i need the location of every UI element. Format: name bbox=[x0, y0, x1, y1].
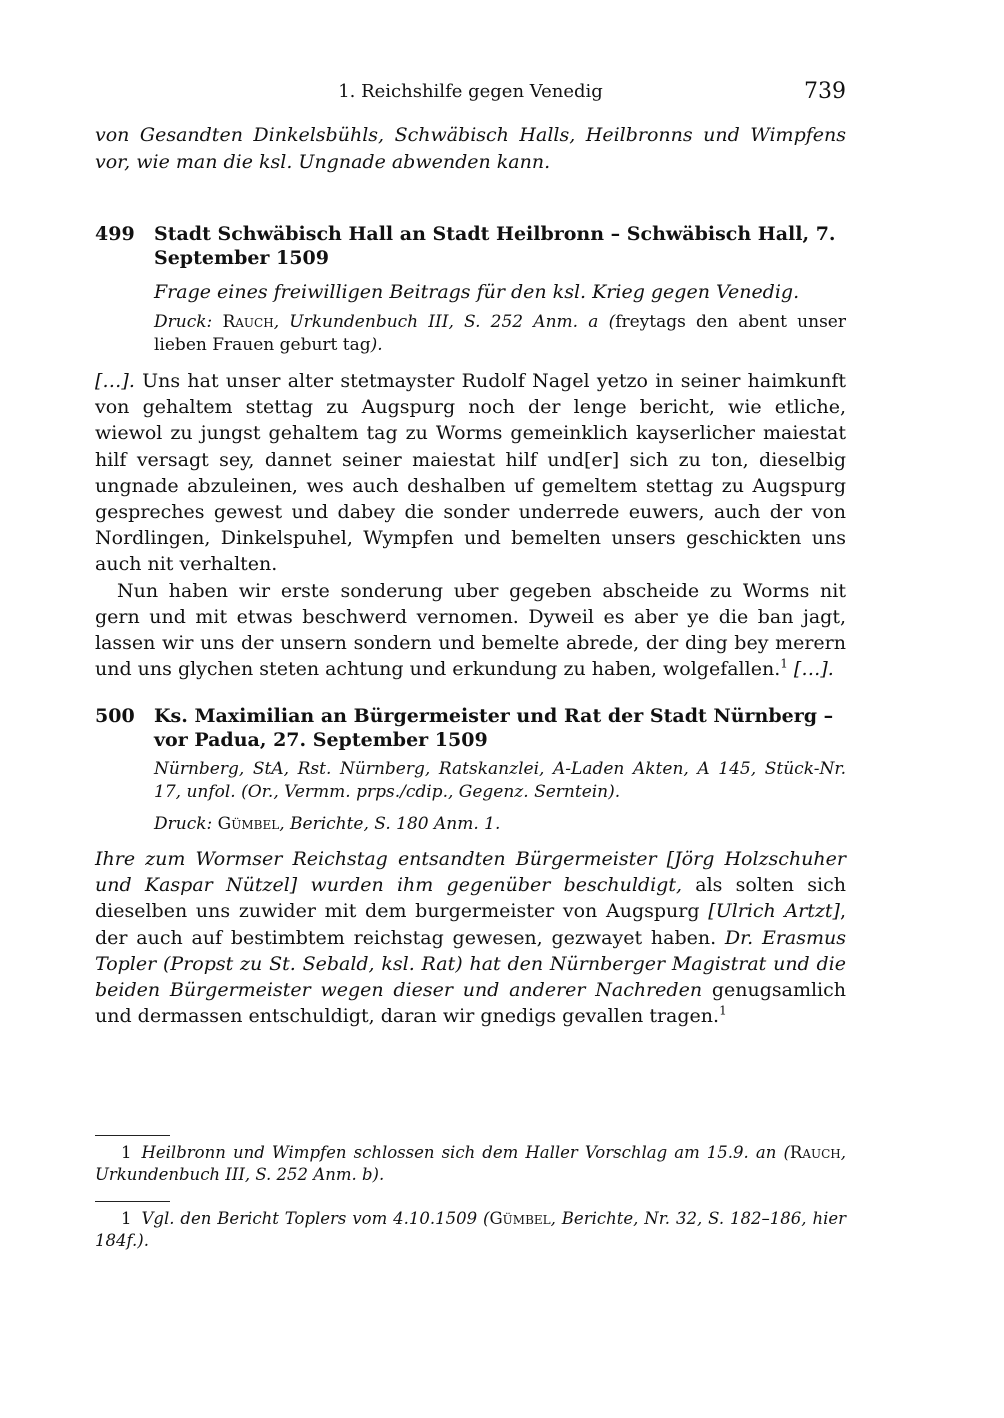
doc-499-regest: Frage eines freiwilligen Beitrags für den ksl. Krieg gegen Venedig. bbox=[154, 281, 800, 303]
doc-500-body bbox=[95, 846, 846, 1029]
druck-author: Gümbel bbox=[217, 814, 280, 834]
omission-mark: […]. bbox=[95, 370, 135, 392]
druck-label: Druck: bbox=[154, 814, 213, 834]
druck-ref: , Berichte, S. 180 Anm. 1. bbox=[279, 814, 501, 834]
doc-500-archive: Nürnberg, StA, Rst. Nürnberg, Ratskanzlei, A-Laden Akten, A 145, Stück-Nr. 17, unfol. (Or., Vermm. prps./cdip., Gegenz. Serntein). bbox=[154, 759, 846, 802]
druck-author: Rauch bbox=[222, 312, 274, 332]
doc-499-druck bbox=[154, 311, 846, 357]
footnote-mark: 1 bbox=[121, 1209, 132, 1228]
druck-close: ). bbox=[370, 335, 383, 355]
doc-500-paragraph-1: Ihre zum Wormser Reichstag entsandten Bürgermeister [Jörg Holzschuher und Kaspar Nützel] wurden ihm gegenüber beschuldigt, als solten sich dieselben uns zuwider mit dem burgermeister von Augspurg [Ulrich Artzt], der auch auf bestimbtem reichstag gewesen, gezwayet haben. Dr. Erasmus Topler (Propst zu St. Sebald, ksl. Rat) hat den Nürnberger Magistrat und die beiden Bürgermeister wegen dieser und anderer Nachreden genugsamlich und dermassen entschuldigt, daran wir gnedigs gevallen tragen.$^1$ bbox=[95, 848, 847, 1028]
doc-500-druck bbox=[154, 813, 846, 836]
running-header: 1. Reichshilfe gegen Venedig bbox=[338, 81, 603, 102]
druck-date: freytags den abent unser lieben Frauen geburt tag bbox=[154, 312, 846, 355]
druck-label: Druck: bbox=[154, 312, 213, 332]
doc-500-title: Ks. Maximilian an Bürgermeister und Rat der Stadt Nürnberg – vor Padua, 27. September 1509 bbox=[154, 705, 834, 751]
doc-499-number: 499 bbox=[95, 223, 135, 245]
intro-continuation: von Gesandten Dinkelsbühls, Schwäbisch Halls, Heilbronns und Wimpfens vor, wie man die ksl. Ungnade abwenden kann. bbox=[95, 124, 846, 173]
doc-500-number: 500 bbox=[95, 705, 135, 727]
doc-499-paragraph-2: Nun haben wir erste sonderung uber gegeben abscheide zu Worms nit gern und mit etwas beschwerd vernomen. Dyweil es aber ye die ban jagt, lassen wir uns der unsern sondern und bemelte abrede, der ding bey merern und uns glychen steten achtung und erkundung zu haben, wolgefallen.$^1$ […]. bbox=[95, 579, 846, 681]
footnote-rule bbox=[95, 1135, 170, 1136]
footnote-rule bbox=[95, 1201, 170, 1202]
doc-499-paragraph-1: […]. Uns hat unser alter stetmayster Rudolf Nagel yetzo in seiner haimkunft von gehaltem stettag zu Augspurg noch der lenge bericht, wie etliche, wiewol zu jungst gehaltem tag zu Worms gemeinklich kayserlicher maiestat hilf versagt sey, dannet seiner maiestat hilf und[er] sich zu ton, dieselbig ungnade abzuleinen, wes auch deshalben uf gemeltem stettag zu Augspurg gespreches gewest und dabey die sonder underrede euwers, auch der von Nordlingen, Dinkelspuhel, Wympfen und bemelten unsers geschickten uns auch nit verhalten. bbox=[95, 370, 846, 576]
doc-499-body bbox=[95, 368, 846, 682]
footnote-499: 1 Heilbronn und Wimpfen schlossen sich dem Haller Vorschlag am 15.9. an (Rauch, Urkundenbuch III, S. 252 Anm. b). bbox=[95, 1143, 846, 1184]
footnote-500: 1 Vgl. den Bericht Toplers vom 4.10.1509 (Gümbel, Berichte, Nr. 32, S. 182–186, hier 184f.). bbox=[95, 1209, 846, 1250]
omission-mark: […]. bbox=[793, 658, 834, 681]
footnote-ref: 1 bbox=[780, 656, 788, 671]
footnote-ref: 1 bbox=[719, 1003, 727, 1018]
doc-499-title: Stadt Schwäbisch Hall an Stadt Heilbronn – Schwäbisch Hall, 7. September 1509 bbox=[154, 223, 836, 269]
druck-ref: , Urkundenbuch III, S. 252 Anm. a ( bbox=[273, 312, 616, 332]
page-number: 739 bbox=[804, 79, 846, 104]
footnote-mark: 1 bbox=[121, 1143, 132, 1162]
